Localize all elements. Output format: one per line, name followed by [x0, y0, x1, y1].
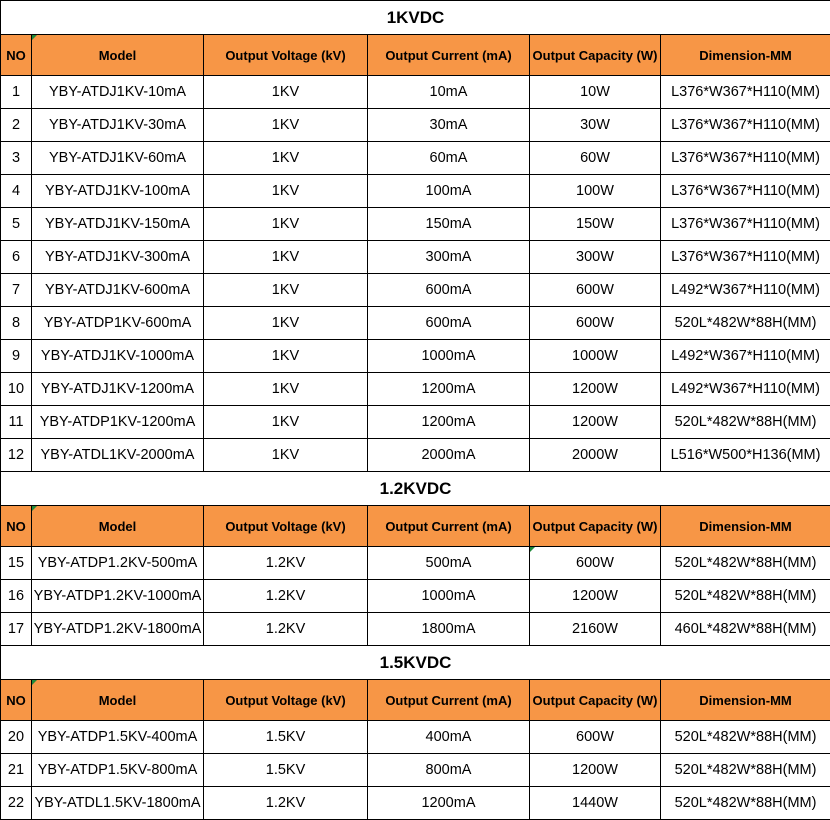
cell-dimension: L492*W367*H110(MM)	[661, 274, 830, 307]
cell-capacity: 300W	[530, 241, 661, 274]
cell-current: 60mA	[368, 142, 530, 175]
cell-capacity: 1200W	[530, 580, 661, 613]
cell-current: 2000mA	[368, 439, 530, 472]
column-header-voltage: Output Voltage (kV)	[204, 506, 368, 547]
cell-no: 11	[1, 406, 32, 439]
cell-capacity: 1000W	[530, 340, 661, 373]
cell-voltage: 1KV	[204, 274, 368, 307]
cell-capacity: 2160W	[530, 613, 661, 646]
cell-current: 500mA	[368, 547, 530, 580]
cell-voltage: 1KV	[204, 76, 368, 109]
cell-model: YBY-ATDJ1KV-600mA	[32, 274, 204, 307]
cell-no: 21	[1, 754, 32, 787]
cell-dimension: L492*W367*H110(MM)	[661, 340, 830, 373]
table-row	[1, 754, 830, 787]
cell-current: 400mA	[368, 721, 530, 754]
cell-voltage: 1KV	[204, 406, 368, 439]
cell-capacity: 1200W	[530, 373, 661, 406]
column-header-current: Output Current (mA)	[368, 680, 530, 721]
table-row	[1, 241, 830, 274]
cell-dimension: L492*W367*H110(MM)	[661, 373, 830, 406]
cell-current: 1200mA	[368, 373, 530, 406]
cell-dimension: 520L*482W*88H(MM)	[661, 406, 830, 439]
column-header-row	[1, 35, 830, 76]
column-header-dimension: Dimension-MM	[661, 506, 830, 547]
cell-model: YBY-ATDJ1KV-10mA	[32, 76, 204, 109]
cell-voltage: 1KV	[204, 439, 368, 472]
table-row	[1, 175, 830, 208]
cell-dimension: 520L*482W*88H(MM)	[661, 721, 830, 754]
table-row	[1, 439, 830, 472]
cell-voltage: 1.2KV	[204, 613, 368, 646]
cell-dimension: 520L*482W*88H(MM)	[661, 787, 830, 820]
cell-dimension: L376*W367*H110(MM)	[661, 241, 830, 274]
cell-no: 4	[1, 175, 32, 208]
cell-current: 100mA	[368, 175, 530, 208]
cell-dimension: L376*W367*H110(MM)	[661, 208, 830, 241]
cell-no: 8	[1, 307, 32, 340]
table-row	[1, 547, 830, 580]
cell-model: YBY-ATDP1.2KV-1800mA	[32, 613, 204, 646]
column-header-row	[1, 506, 830, 547]
table-row	[1, 340, 830, 373]
cell-dimension: L376*W367*H110(MM)	[661, 109, 830, 142]
cell-voltage: 1KV	[204, 340, 368, 373]
cell-voltage: 1KV	[204, 373, 368, 406]
cell-no: 22	[1, 787, 32, 820]
cell-dimension: L376*W367*H110(MM)	[661, 76, 830, 109]
cell-model: YBY-ATDJ1KV-60mA	[32, 142, 204, 175]
cell-capacity: 1200W	[530, 406, 661, 439]
cell-no: 12	[1, 439, 32, 472]
cell-dimension: 520L*482W*88H(MM)	[661, 307, 830, 340]
cell-current: 1200mA	[368, 406, 530, 439]
cell-model: YBY-ATDP1KV-600mA	[32, 307, 204, 340]
cell-current: 800mA	[368, 754, 530, 787]
column-header-capacity: Output Capacity (W)	[530, 35, 661, 76]
cell-model: YBY-ATDJ1KV-150mA	[32, 208, 204, 241]
cell-model: YBY-ATDP1.5KV-800mA	[32, 754, 204, 787]
cell-model: YBY-ATDP1KV-1200mA	[32, 406, 204, 439]
cell-model: YBY-ATDL1.5KV-1800mA	[32, 787, 204, 820]
column-header-capacity: Output Capacity (W)	[530, 680, 661, 721]
cell-current: 30mA	[368, 109, 530, 142]
cell-current: 10mA	[368, 76, 530, 109]
table-row	[1, 109, 830, 142]
cell-current: 600mA	[368, 307, 530, 340]
column-header-capacity: Output Capacity (W)	[530, 506, 661, 547]
cell-voltage: 1KV	[204, 109, 368, 142]
column-header-no: NO	[1, 680, 32, 721]
cell-current: 1000mA	[368, 340, 530, 373]
table-row	[1, 721, 830, 754]
section-title: 1KVDC	[1, 1, 830, 35]
column-header-no: NO	[1, 506, 32, 547]
cell-voltage: 1.2KV	[204, 787, 368, 820]
cell-capacity: 10W	[530, 76, 661, 109]
cell-model: YBY-ATDL1KV-2000mA	[32, 439, 204, 472]
section-title-row	[1, 1, 830, 35]
cell-current: 1200mA	[368, 787, 530, 820]
cell-no: 5	[1, 208, 32, 241]
cell-dimension: 520L*482W*88H(MM)	[661, 754, 830, 787]
cell-no: 1	[1, 76, 32, 109]
cell-capacity: 1440W	[530, 787, 661, 820]
cell-voltage: 1.2KV	[204, 547, 368, 580]
cell-no: 2	[1, 109, 32, 142]
column-header-voltage: Output Voltage (kV)	[204, 35, 368, 76]
section-title: 1.5KVDC	[1, 646, 830, 680]
column-header-dimension: Dimension-MM	[661, 35, 830, 76]
section-title-row	[1, 646, 830, 680]
cell-dimension: 520L*482W*88H(MM)	[661, 547, 830, 580]
cell-no: 17	[1, 613, 32, 646]
cell-voltage: 1KV	[204, 175, 368, 208]
cell-no: 3	[1, 142, 32, 175]
cell-no: 6	[1, 241, 32, 274]
cell-current: 600mA	[368, 274, 530, 307]
section-title-row	[1, 472, 830, 506]
cell-voltage: 1KV	[204, 208, 368, 241]
column-header-no: NO	[1, 35, 32, 76]
table-row	[1, 373, 830, 406]
cell-model: YBY-ATDJ1KV-1200mA	[32, 373, 204, 406]
cell-capacity: 600W	[530, 274, 661, 307]
table-row	[1, 613, 830, 646]
cell-current: 1000mA	[368, 580, 530, 613]
cell-voltage: 1KV	[204, 307, 368, 340]
cell-voltage: 1.5KV	[204, 754, 368, 787]
cell-model: YBY-ATDP1.2KV-1000mA	[32, 580, 204, 613]
cell-dimension: L376*W367*H110(MM)	[661, 175, 830, 208]
column-header-model: Model	[32, 35, 204, 76]
cell-model: YBY-ATDJ1KV-1000mA	[32, 340, 204, 373]
table-row	[1, 274, 830, 307]
column-header-model: Model	[32, 506, 204, 547]
column-header-current: Output Current (mA)	[368, 506, 530, 547]
table-row	[1, 580, 830, 613]
cell-voltage: 1KV	[204, 241, 368, 274]
column-header-current: Output Current (mA)	[368, 35, 530, 76]
section-title: 1.2KVDC	[1, 472, 830, 506]
cell-capacity: 100W	[530, 175, 661, 208]
cell-no: 20	[1, 721, 32, 754]
column-header-dimension: Dimension-MM	[661, 680, 830, 721]
table-row	[1, 76, 830, 109]
cell-capacity: 150W	[530, 208, 661, 241]
cell-capacity: 2000W	[530, 439, 661, 472]
column-header-model: Model	[32, 680, 204, 721]
cell-model: YBY-ATDJ1KV-300mA	[32, 241, 204, 274]
table-row	[1, 307, 830, 340]
table-row	[1, 208, 830, 241]
cell-voltage: 1.2KV	[204, 580, 368, 613]
cell-capacity: 60W	[530, 142, 661, 175]
cell-no: 15	[1, 547, 32, 580]
cell-model: YBY-ATDP1.2KV-500mA	[32, 547, 204, 580]
cell-capacity: 30W	[530, 109, 661, 142]
cell-capacity: 600W	[530, 547, 661, 580]
column-header-voltage: Output Voltage (kV)	[204, 680, 368, 721]
cell-current: 1800mA	[368, 613, 530, 646]
cell-model: YBY-ATDJ1KV-100mA	[32, 175, 204, 208]
column-header-row	[1, 680, 830, 721]
cell-no: 10	[1, 373, 32, 406]
cell-capacity: 1200W	[530, 754, 661, 787]
cell-model: YBY-ATDJ1KV-30mA	[32, 109, 204, 142]
cell-capacity: 600W	[530, 721, 661, 754]
cell-no: 9	[1, 340, 32, 373]
cell-model: YBY-ATDP1.5KV-400mA	[32, 721, 204, 754]
cell-no: 16	[1, 580, 32, 613]
cell-dimension: L376*W367*H110(MM)	[661, 142, 830, 175]
cell-no: 7	[1, 274, 32, 307]
cell-voltage: 1.5KV	[204, 721, 368, 754]
table-row	[1, 406, 830, 439]
cell-dimension: 520L*482W*88H(MM)	[661, 580, 830, 613]
cell-voltage: 1KV	[204, 142, 368, 175]
cell-current: 150mA	[368, 208, 530, 241]
table-row	[1, 142, 830, 175]
cell-dimension: 460L*482W*88H(MM)	[661, 613, 830, 646]
cell-current: 300mA	[368, 241, 530, 274]
cell-capacity: 600W	[530, 307, 661, 340]
cell-dimension: L516*W500*H136(MM)	[661, 439, 830, 472]
